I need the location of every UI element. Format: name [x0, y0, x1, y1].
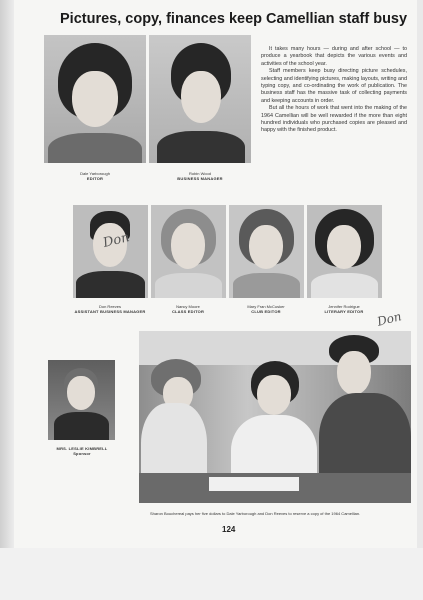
- staff-name: Robin Wood: [189, 171, 211, 176]
- staff-name: Don Reeves: [98, 304, 121, 309]
- signature: Don: [375, 309, 403, 329]
- staff-title: CLUB EDITOR: [251, 309, 281, 314]
- staff-title: ASSISTANT BUSINESS MANAGER: [74, 309, 146, 314]
- caption-editor: [44, 171, 146, 181]
- caption-literary-editor: [304, 304, 384, 314]
- staff-title: EDITOR: [86, 176, 104, 181]
- caption-sponsor: [44, 446, 120, 456]
- portrait-literary-editor: [307, 205, 382, 298]
- portrait-sponsor: [48, 360, 115, 440]
- caption-club-editor: [226, 304, 306, 314]
- staff-title: BUSINESS MANAGER: [177, 176, 223, 181]
- portrait-club-editor: [229, 205, 304, 298]
- caption-assistant-business-manager: [70, 304, 150, 314]
- book-spine: [0, 0, 14, 548]
- staff-name: Dale Yarborough: [80, 171, 110, 176]
- staff-title: LITERARY EDITOR: [324, 309, 364, 314]
- sponsor-name: MRS. LESLIE KIMBRELL: [56, 446, 108, 451]
- article-paragraph: But all the hours of work that went into the making of the 1964 Camellian will be well rewarded if the more than eight hundred individuals who purchased copies are pleased and happy with the finished product.: [261, 105, 407, 134]
- group-photo: [139, 331, 411, 503]
- sponsor-title: Sponsor: [73, 451, 91, 456]
- caption-class-editor: [148, 304, 228, 314]
- caption-business-manager: [149, 171, 251, 181]
- article-paragraph: It takes many hours — during and after school — to produce a yearbook that depicts the various events and activities of the school year.: [261, 46, 407, 67]
- article-text: [261, 46, 407, 135]
- signature: Don: [101, 230, 132, 251]
- portrait-class-editor: [151, 205, 226, 298]
- staff-name: Nancy Moore: [176, 304, 200, 309]
- page-headline: Pictures, copy, finances keep Camellian staff busy: [60, 11, 408, 27]
- article-paragraph: Staff members keep busy directing picture schedules, selecting and identifying pictures, making layouts, writing and typing copy, and co-ordinating the work of publication. The business staff has the massive task of collecting payments and keeping accounts in order.: [261, 68, 407, 104]
- background-below-page: [0, 548, 423, 600]
- staff-title: CLASS EDITOR: [171, 309, 205, 314]
- staff-name: Mary Fran McCusker: [247, 304, 285, 309]
- staff-name: Jennifer Rodrigue: [328, 304, 360, 309]
- group-photo-caption: Sharon Bouchereal pays her five dollars to Dale Yarborough and Don Reeves to reserve a copy of the 1964 Camellian.: [150, 511, 361, 516]
- page-number: 124: [222, 525, 236, 534]
- portrait-editor: [44, 35, 146, 163]
- portrait-assistant-business-manager: [73, 205, 148, 298]
- portrait-business-manager: [149, 35, 251, 163]
